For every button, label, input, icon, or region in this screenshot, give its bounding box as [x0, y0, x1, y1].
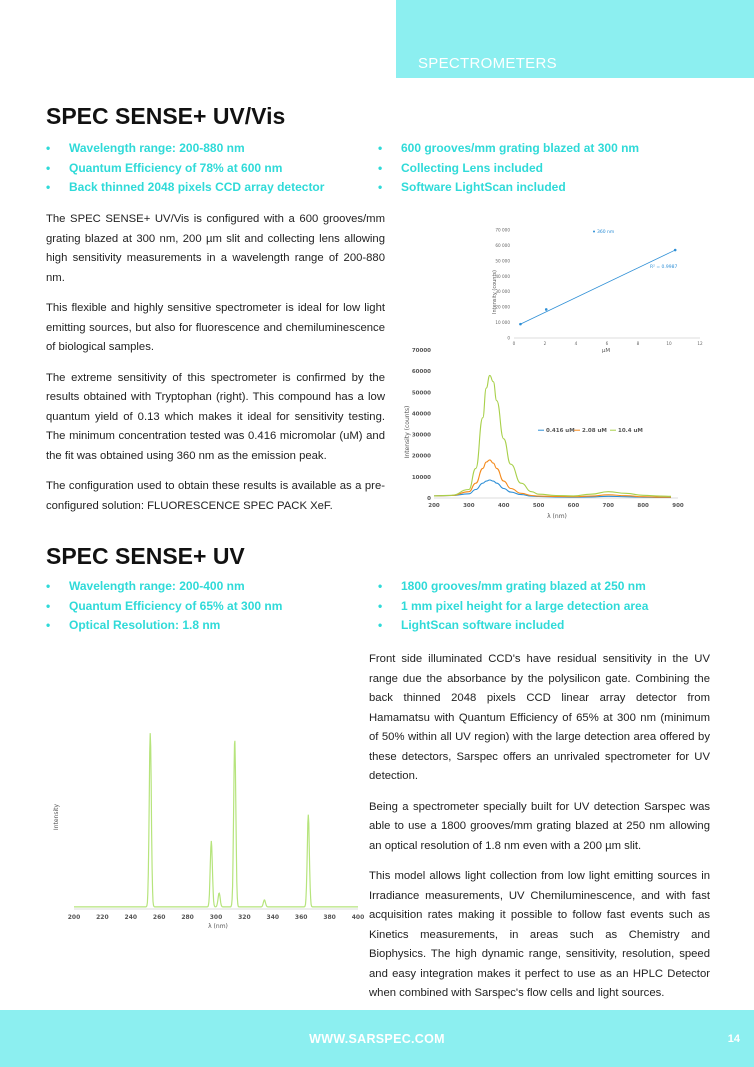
y-tick-label: 50000 [411, 390, 431, 397]
x-tick-label: 400 [497, 503, 510, 509]
uvvis-features-left [46, 139, 324, 198]
website-link[interactable]: WWW.SARSPEC.COM [309, 1032, 445, 1046]
legend-label: 360 nm [597, 230, 615, 235]
feature-item: • Wavelength range: 200-880 nm [46, 139, 324, 159]
y-tick-label: 40000 [411, 411, 431, 418]
tryptophan-linear-fit-chart [478, 222, 708, 357]
feature-item: • 1800 grooves/mm grating blazed at 250 nm [378, 577, 648, 597]
y-tick-label: 30 000 [495, 289, 510, 295]
data-point [674, 249, 677, 252]
x-tick-label: 2 [543, 341, 547, 346]
x-tick-label: 360 [294, 914, 308, 921]
y-tick-label: 10000 [411, 474, 431, 481]
feature-item: • 1 mm pixel height for a large detection area [378, 597, 648, 617]
x-tick-label: 500 [532, 503, 545, 509]
y-tick-label: 0 [427, 496, 431, 502]
y-tick-label: 70 000 [495, 227, 510, 233]
x-tick-label: 340 [266, 914, 280, 921]
x-tick-label: 300 [463, 503, 475, 509]
fit-line [520, 250, 678, 324]
series-line [434, 460, 671, 497]
x-tick-label: 380 [323, 914, 336, 921]
x-tick-label: 400 [351, 914, 365, 921]
feature-item: • Collecting Lens included [378, 159, 639, 179]
uvvis-description [46, 210, 385, 527]
x-tick-label: 10 [666, 341, 672, 346]
x-tick-label: 260 [152, 914, 166, 921]
x-tick-label: 800 [637, 503, 649, 509]
legend-label: 0.416 uM [546, 428, 575, 434]
x-tick-label: 6 [605, 341, 609, 346]
x-tick-label: 300 [209, 914, 223, 921]
y-axis-label: Intensity (counts) [492, 270, 498, 314]
x-tick-label: 0 [512, 341, 516, 346]
x-tick-label: 200 [428, 503, 440, 509]
x-tick-label: 700 [602, 503, 615, 509]
uvvis-features-right [378, 139, 639, 198]
y-tick-label: 70000 [411, 348, 431, 354]
x-tick-label: 8 [636, 341, 640, 346]
y-tick-label: 30000 [411, 432, 431, 439]
tryptophan-emission-chart [400, 340, 695, 522]
feature-item: • LightScan software included [378, 616, 648, 636]
uv-title: SPEC SENSE+ UV [46, 543, 245, 569]
x-axis-label: λ (nm) [208, 923, 228, 930]
y-tick-label: 60000 [411, 369, 431, 376]
x-tick-label: 220 [96, 914, 109, 921]
page-number: 14 [727, 1033, 740, 1045]
y-tick-label: 10 000 [495, 320, 510, 326]
x-tick-label: 320 [238, 914, 251, 921]
legend [593, 229, 614, 235]
uvvis-title: SPEC SENSE+ UV/Vis [46, 103, 286, 129]
x-axis-label: μM [601, 348, 611, 354]
paragraph: Front side illuminated CCD's have residual sensitivity in the UV range due the absorbance by the polysilicon gate. Combining the back thinned 2048 pixels CCD linear array detector from Hamamatsu with Quantum Efficiency of 65% at 300 nm (minimum of 50% within all UV region) with the large detection area offered by these detectors, Sarspec offers an unrivaled spectrometer for UV detection. [369, 653, 710, 782]
feature-item: • Optical Resolution: 1.8 nm [46, 616, 282, 636]
uv-line-spectrum-chart [46, 725, 366, 935]
x-tick-label: 200 [67, 914, 81, 921]
y-tick-label: 20000 [411, 453, 431, 460]
y-tick-label: 20 000 [495, 304, 510, 310]
feature-item: • Wavelength range: 200-400 nm [46, 577, 282, 597]
paragraph: Being a spectrometer specially built for UV detection Sarspec was able to use a 1800 grooves/mm grating blazed at 250 nm allowing an optical resolution of 1.8 nm even with a 200 µm slit. [369, 800, 710, 852]
footer [0, 1010, 754, 1067]
x-axis-label: λ (nm) [547, 513, 567, 520]
y-axis-label: Intensity [53, 803, 60, 831]
paragraph: The extreme sensitivity of this spectrometer is confirmed by the results obtained with Tryptophan (right). This compound has a low quantum yield of 0.13 which makes it ideal for sensitivity testing. The minimum concentration tested was 0.416 micromolar (uM) and the fit was obtained using 360 nm as the emission peak. [46, 371, 385, 462]
x-tick-label: 4 [574, 341, 578, 346]
legend-label: 10.4 uM [618, 428, 643, 434]
x-tick-label: 240 [124, 914, 138, 921]
paragraph: The configuration used to obtain these results is available as a pre-configured solution: FLUORESCENCE SPEC PACK XeF. [46, 480, 385, 512]
x-tick-label: 600 [567, 503, 580, 509]
y-tick-label: 0 [507, 335, 510, 341]
legend-label: 2.08 uM [582, 428, 607, 434]
paragraph: The SPEC SENSE+ UV/Vis is configured with a 600 grooves/mm grating blazed at 300 nm, 200 µm slit and collecting lens allowing high sensitivity measurements in a wavelength range of 200-880 nm. [46, 213, 385, 284]
feature-item: • Software LightScan included [378, 178, 639, 198]
feature-item: • Quantum Efficiency of 65% at 300 nm [46, 597, 282, 617]
x-tick-label: 12 [697, 341, 703, 346]
y-tick-label: 60 000 [495, 242, 510, 248]
section-label: SPECTROMETERS [418, 55, 557, 72]
x-tick-label: 280 [181, 914, 194, 921]
y-axis-label: Intensity (counts) [404, 405, 411, 459]
paragraph: This model allows light collection from low light emitting sources in Irradiance measurements, UV Chemiluminescence, and with fast acquisition rates making it possible to follow fast events such as Kinetics measurements, in areas such as Chemistry and Biophysics. The high dynamic range, sensitivity, resolution, speed and easy integration makes it perfect to use as an HPLC Detector when combined with Sarspec's flow cells and light sources. [369, 870, 710, 999]
feature-item: • Back thinned 2048 pixels CCD array detector [46, 178, 324, 198]
y-tick-label: 40 000 [495, 273, 510, 279]
fit-annotation: R² = 0.9987 [650, 265, 678, 270]
x-tick-label: 900 [672, 503, 684, 509]
series-line [74, 733, 358, 907]
legend-marker [593, 231, 595, 233]
paragraph: This flexible and highly sensitive spectrometer is ideal for low light emitting sources, but also for fluorescence and chemiluminescence of biological samples. [46, 302, 385, 353]
uv-features-right [378, 577, 648, 636]
uv-description [369, 650, 710, 1015]
data-point [545, 308, 548, 311]
feature-item: • 600 grooves/mm grating blazed at 300 nm [378, 139, 639, 159]
data-point [519, 323, 522, 326]
section-header-tab [396, 0, 754, 78]
series-line [434, 375, 671, 496]
y-tick-label: 50 000 [495, 258, 510, 264]
uv-features-left [46, 577, 282, 636]
feature-item: • Quantum Efficiency of 78% at 600 nm [46, 159, 324, 179]
